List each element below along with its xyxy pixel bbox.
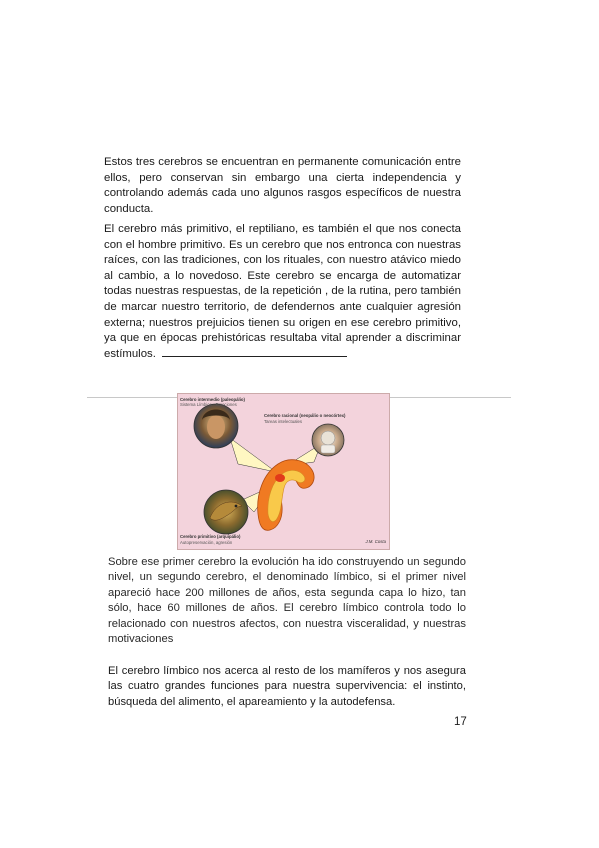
fill-in-line	[162, 347, 347, 357]
triune-brain-figure	[177, 393, 390, 550]
paragraph-reptilian-brain	[104, 222, 461, 362]
paragraph-body: Es un cerebro que nos entronca con nuestras raíces, con las tradiciones, con los rituales, con nuestro atávico miedo al cambio, a lo novedoso. Este cerebro se encarga de automatizar todas nuestras respuestas, de la repetición , de la rutina, pero también de marcar nuestro territorio, de defendernos ante cualquier agresión externa; nuestros prejuicios tienen su origen en ese cerebro primitivo, ya que en épocas prehistóricas resultaba vital aprender a discriminar estímulos.	[104, 238, 461, 360]
label-intermediate-brain: Cerebro intermedio (paleopálio)	[180, 397, 245, 402]
paragraph-limbic-functions: El cerebro límbico nos acerca al resto de los mamíferos y nos asegura las cuatro grandes funciones para nuestra supervivencia: el instinto, búsqueda del alimento, el apareamiento y la autodefensa.	[108, 665, 466, 708]
paragraph-lead: El cerebro más primitivo, el reptiliano, es también el que nos conecta con el hombre primitivo.	[104, 223, 461, 251]
paragraph-limbic-evolution: Sobre ese primer cerebro la evolución ha ido construyendo un segundo nivel, un segundo cerebro, el denominado límbico, si el primer nivel apareció hace 200 millones de años, esta segunda capa lo hizo, tan sólo, hace 60 millones de años. El cerebro límbico controla todo lo relacionado con nuestros afectos, con nuestra visceralidad, y nuestras motivaciones	[108, 556, 466, 646]
page-number: 17	[454, 716, 467, 728]
label-intermediate-sub: Sistema Límbico - Emociones	[180, 402, 237, 407]
label-rational-brain: Cerebro racional (neopálio o neocórtex)	[264, 413, 346, 418]
label-rational-sub: Tareas intelectuales	[264, 419, 302, 424]
label-primitive-sub: Autopreservación, agresión	[180, 540, 233, 545]
label-primitive-brain: Cerebro primitivo (arquipálio)	[180, 534, 241, 539]
figure-signature: J.M. Costa	[365, 539, 386, 544]
paragraph-brains-communication: Estos tres cerebros se encuentran en permanente comunicación entre ellos, pero conservan sin embargo una cierta independencia y controlando además cada uno algunos rasgos específicos de nuestra conducta.	[104, 156, 461, 215]
